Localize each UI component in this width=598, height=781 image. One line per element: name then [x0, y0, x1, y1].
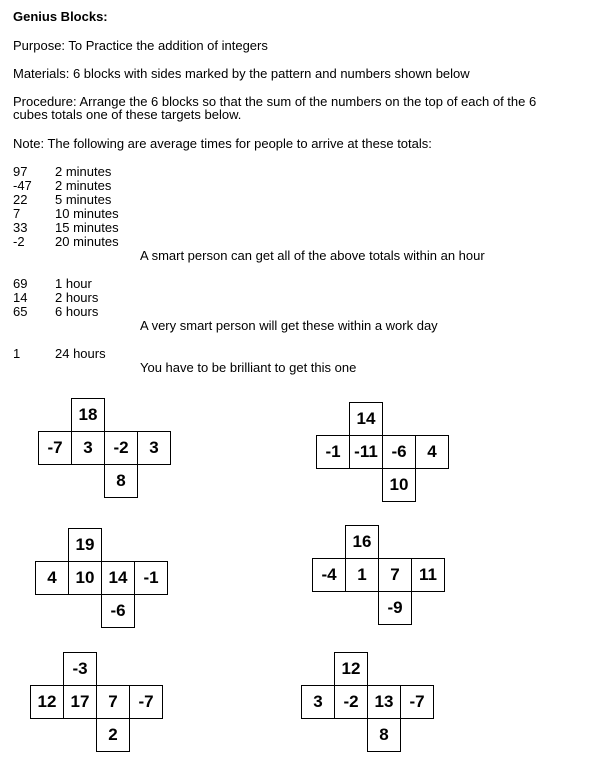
comment-smart: A smart person can get all of the above totals within an hour [140, 248, 485, 263]
net-middle-face: 13 [367, 685, 401, 719]
net-middle-face: 1 [345, 558, 379, 592]
target-time: 2 minutes [55, 178, 112, 193]
procedure-line-2: cubes totals one of these targets below. [13, 107, 242, 122]
net-middle-face: 4 [35, 561, 69, 595]
net-bottom-face: 8 [367, 718, 401, 752]
target-time: 24 hours [55, 346, 106, 361]
target-total: 7 [13, 206, 21, 221]
net-middle-face: -1 [316, 435, 350, 469]
target-total: 97 [13, 164, 28, 179]
net-middle-face: 12 [30, 685, 64, 719]
target-total: 65 [13, 304, 28, 319]
target-total: 22 [13, 192, 28, 207]
net-middle-face: -7 [129, 685, 163, 719]
net-middle-face: -2 [104, 431, 138, 465]
net-bottom-face: 8 [104, 464, 138, 498]
net-top-face: 18 [71, 398, 105, 432]
target-time: 1 hour [55, 276, 92, 291]
net-bottom-face: -6 [101, 594, 135, 628]
net-middle-face: -7 [400, 685, 434, 719]
net-top-face: 19 [68, 528, 102, 562]
net-top-face: -3 [63, 652, 97, 686]
net-middle-face: -4 [312, 558, 346, 592]
net-middle-face: 11 [411, 558, 445, 592]
target-time: 5 minutes [55, 192, 112, 207]
comment-very-smart: A very smart person will get these within a work day [140, 318, 438, 333]
target-total: 69 [13, 276, 28, 291]
target-time: 2 hours [55, 290, 99, 305]
purpose-text: Purpose: To Practice the addition of integers [13, 38, 268, 53]
net-top-face: 16 [345, 525, 379, 559]
target-time: 20 minutes [55, 234, 119, 249]
net-middle-face: 17 [63, 685, 97, 719]
note-text: Note: The following are average times for people to arrive at these totals: [13, 136, 432, 151]
net-middle-face: 7 [378, 558, 412, 592]
net-top-face: 14 [349, 402, 383, 436]
net-top-face: 12 [334, 652, 368, 686]
target-total: -2 [13, 234, 25, 249]
net-middle-face: 14 [101, 561, 135, 595]
net-middle-face: -11 [349, 435, 383, 469]
target-total: 1 [13, 346, 21, 361]
net-middle-face: -6 [382, 435, 416, 469]
target-total: 33 [13, 220, 28, 235]
net-bottom-face: 2 [96, 718, 130, 752]
page-title: Genius Blocks: [13, 9, 108, 24]
materials-text: Materials: 6 blocks with sides marked by the pattern and numbers shown below [13, 66, 470, 81]
target-total: -47 [13, 178, 32, 193]
net-middle-face: -2 [334, 685, 368, 719]
net-middle-face: 4 [415, 435, 449, 469]
net-middle-face: -7 [38, 431, 72, 465]
net-bottom-face: -9 [378, 591, 412, 625]
net-middle-face: 10 [68, 561, 102, 595]
procedure-line-1: Procedure: Arrange the 6 blocks so that the sum of the numbers on the top of each of the 6 [13, 94, 537, 109]
net-middle-face: 7 [96, 685, 130, 719]
target-total: 14 [13, 290, 28, 305]
net-middle-face: 3 [301, 685, 335, 719]
comment-brilliant: You have to be brilliant to get this one [140, 360, 357, 375]
net-bottom-face: 10 [382, 468, 416, 502]
net-middle-face: -1 [134, 561, 168, 595]
target-time: 2 minutes [55, 164, 112, 179]
target-time: 10 minutes [55, 206, 119, 221]
target-time: 6 hours [55, 304, 99, 319]
target-time: 15 minutes [55, 220, 119, 235]
net-middle-face: 3 [71, 431, 105, 465]
net-middle-face: 3 [137, 431, 171, 465]
